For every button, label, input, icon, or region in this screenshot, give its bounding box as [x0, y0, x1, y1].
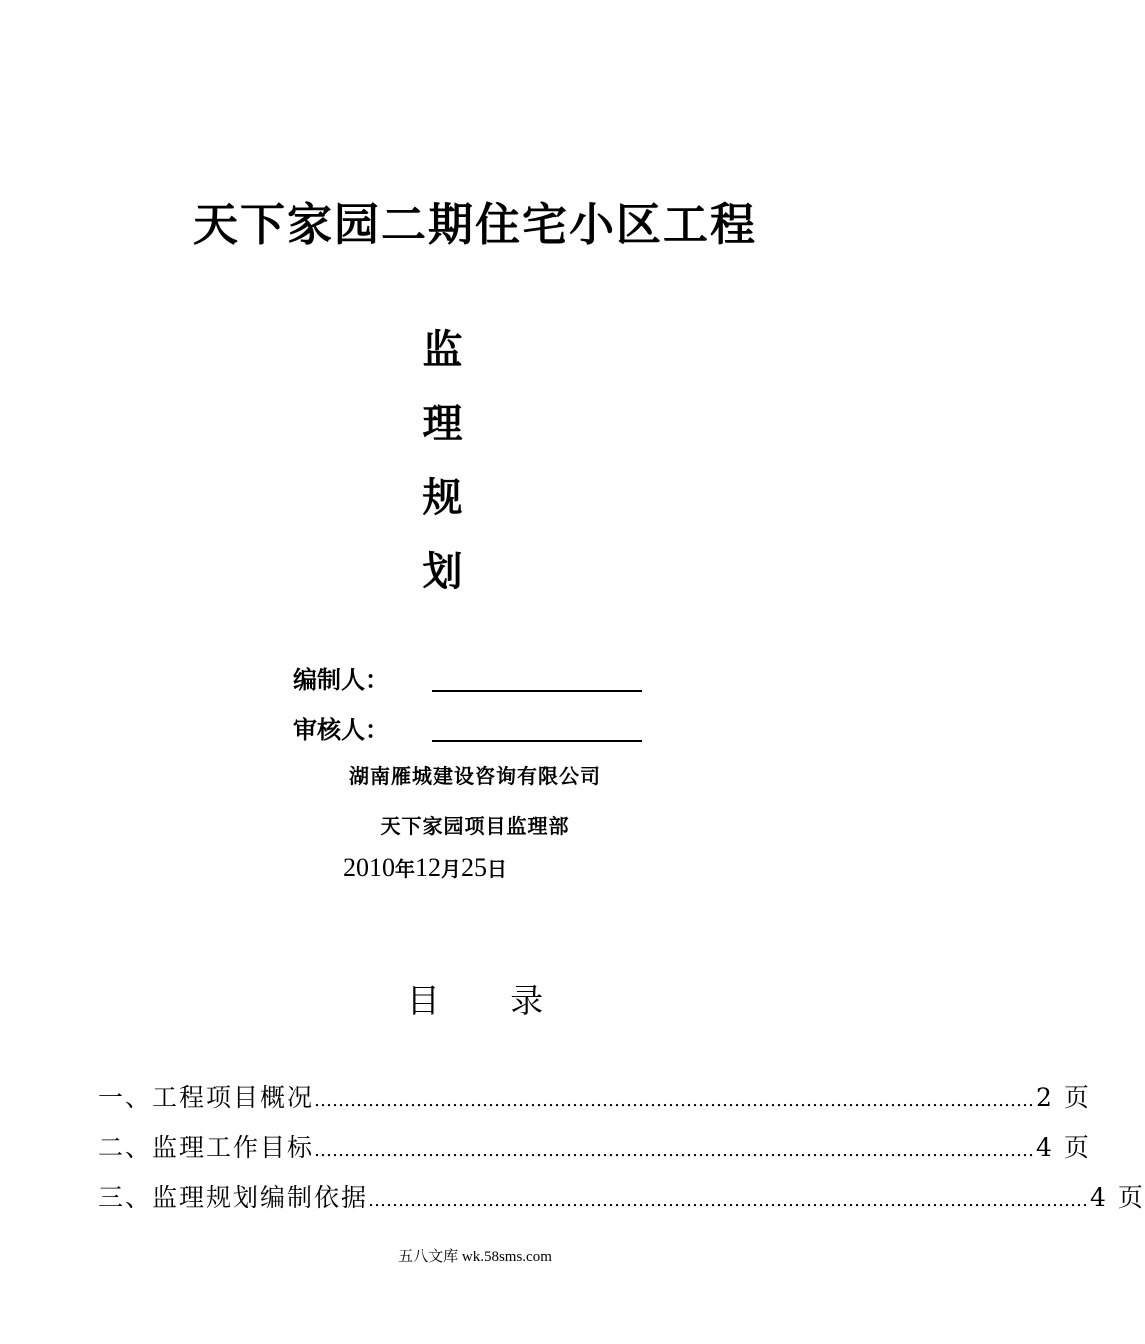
- department-name: 天下家园项目监理部: [380, 814, 570, 838]
- toc-entry-label: 一、工程项目概况: [98, 1083, 315, 1112]
- compiler-label: 编制人：: [293, 666, 389, 694]
- toc-entry[interactable]: [98, 1128, 1091, 1164]
- company-name: 湖南雁城建设咨询有限公司: [349, 764, 601, 788]
- toc-entry-page: 4 页: [1090, 1183, 1145, 1212]
- toc-entry-label: 三、监理规划编制依据: [98, 1183, 369, 1212]
- footer-watermark: 五八文库 wk.58sms.com: [398, 1249, 552, 1265]
- date-day-unit: 日: [487, 857, 507, 881]
- toc-entry[interactable]: [98, 1078, 1091, 1114]
- date-day: 25: [461, 853, 487, 882]
- date-year: 2010: [343, 853, 395, 882]
- toc-leader-dots: …………………………………………………………………………………………………………: [314, 1140, 1035, 1161]
- toc-entry-page: 4 页: [1036, 1133, 1091, 1162]
- toc-entry-label: 二、监理工作目标: [98, 1133, 315, 1162]
- reviewer-label: 审核人：: [293, 716, 389, 744]
- date-month-unit: 月: [441, 857, 461, 881]
- toc-leader-dots: …………………………………………………………………………………………………………: [314, 1090, 1035, 1111]
- reviewer-signature-line: [432, 740, 642, 742]
- title-char-2: 理: [422, 401, 463, 447]
- toc-entry[interactable]: [98, 1178, 1145, 1214]
- compiler-signature-line: [432, 690, 642, 692]
- toc-entry-page: 2 页: [1036, 1083, 1091, 1112]
- title-char-1: 监: [422, 327, 463, 373]
- document-title: 天下家园二期住宅小区工程: [192, 198, 757, 251]
- document-date: [343, 853, 507, 883]
- toc-leader-dots: …………………………………………………………………………………………………………: [368, 1190, 1089, 1211]
- title-char-4: 划: [422, 549, 463, 595]
- date-year-unit: 年: [395, 857, 415, 881]
- date-month: 12: [415, 853, 441, 882]
- title-char-3: 规: [422, 475, 463, 521]
- toc-title: 目 录: [406, 981, 574, 1020]
